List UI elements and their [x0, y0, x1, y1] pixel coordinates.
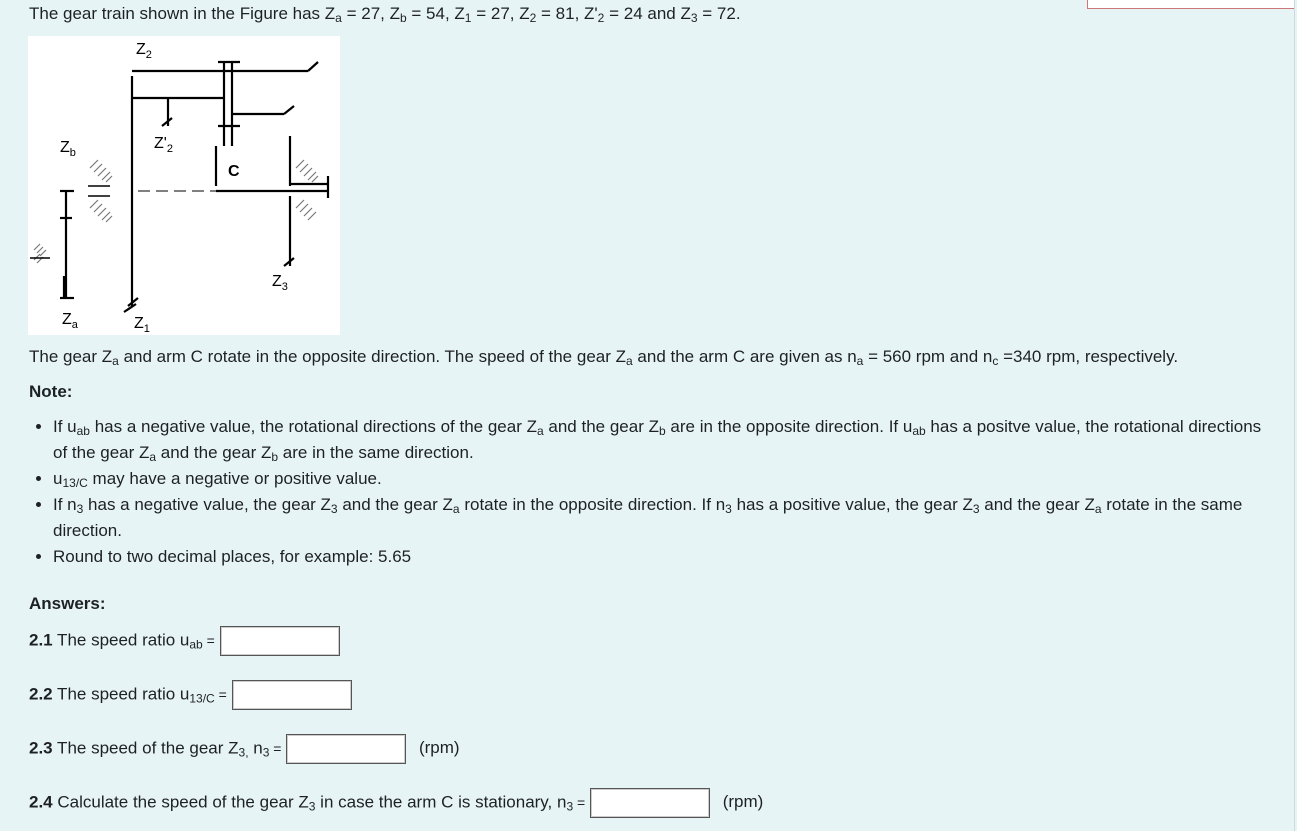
intro-value: $Z_1 = 27$,: [454, 4, 520, 25]
note-heading: Note:: [29, 382, 73, 401]
right-border: [1294, 0, 1295, 831]
gear-train-figure: [28, 36, 340, 335]
intro-value: $Z_3 = 72$.: [680, 4, 741, 25]
intro-values: [325, 4, 741, 23]
label-z1: $Z_1$: [134, 315, 150, 335]
intro-value: $Z'_2 = 24$ and: [584, 4, 681, 25]
label-za: $Z_a$: [62, 311, 78, 331]
unit-rpm: (rpm): [722, 792, 764, 812]
note-item: • $u_{13/C}$ may have a negative or positive value.: [53, 466, 1273, 492]
intro-value: $Z_b = 54$,: [389, 4, 455, 25]
question-2-3: 2.3 The speed of the gear $Z_{3,}$ $n_3 = (rpm)$: [29, 734, 460, 764]
label-zb: $Z_b$: [60, 139, 76, 159]
label-z2: $Z_2$: [136, 41, 152, 61]
intro-value: $Z_2 = 81$,: [519, 4, 585, 25]
answer-2-2-input[interactable]: [232, 680, 352, 710]
note-item: • If $n_3$ has a negative value, the gear $Z_3$ and the gear $Z_a$ rotate in the opposite direction. If $n_3$ has a positive value, the gear $Z_3$ and the gear $Z_a$ rotate in the same direction.: [53, 492, 1273, 544]
answers-heading: Answers:: [29, 594, 106, 613]
gear-train-diagram: [28, 36, 340, 335]
top-right-frame: [1087, 0, 1295, 9]
question-2-4: 2.4 Calculate the speed of the gear $Z_3$ in case the arm C is stationary, $n_3 = (rpm)$: [29, 788, 763, 818]
question-2-1: 2.1 The speed ratio $u_{ab}$ =: [29, 626, 340, 656]
answer-2-1-input[interactable]: [220, 626, 340, 656]
question-2-2: 2.2 The speed ratio $u_{13/C}$ =: [29, 680, 352, 710]
label-z2-prime: $Z'_2$: [154, 135, 173, 155]
note-item: • If $u_{ab}$ has a negative value, the rotational directions of the gear $Z_a$ and the gear $Z_b$ are in the opposite direction. If $u_{ab}$ has a positve value, the rotational directions of the gear $Z_a$ and the gear $Z_b$ are in the same direction.: [53, 414, 1273, 466]
note-list: [29, 414, 1273, 570]
problem-intro: [29, 3, 741, 25]
label-z3: $Z_3$: [272, 273, 288, 293]
note-item: • Round to two decimal places, for example: 5.65: [53, 544, 1273, 570]
intro-value: $Z_a = 27$,: [324, 4, 390, 25]
unit-rpm: (rpm): [418, 738, 460, 758]
intro-prefix: The gear train shown in the Figure has: [29, 4, 325, 23]
rotation-statement: The gear $Z_a$ and arm C rotate in the opposite direction. The speed of the gear $Z_a$ and the arm C are given as $n_a = 560$ rpm and $n_c =340$ rpm, respectively.: [29, 347, 1179, 368]
label-arm-c: C: [228, 163, 240, 180]
answer-2-3-input[interactable]: [286, 734, 406, 764]
answer-2-4-input[interactable]: [590, 788, 710, 818]
